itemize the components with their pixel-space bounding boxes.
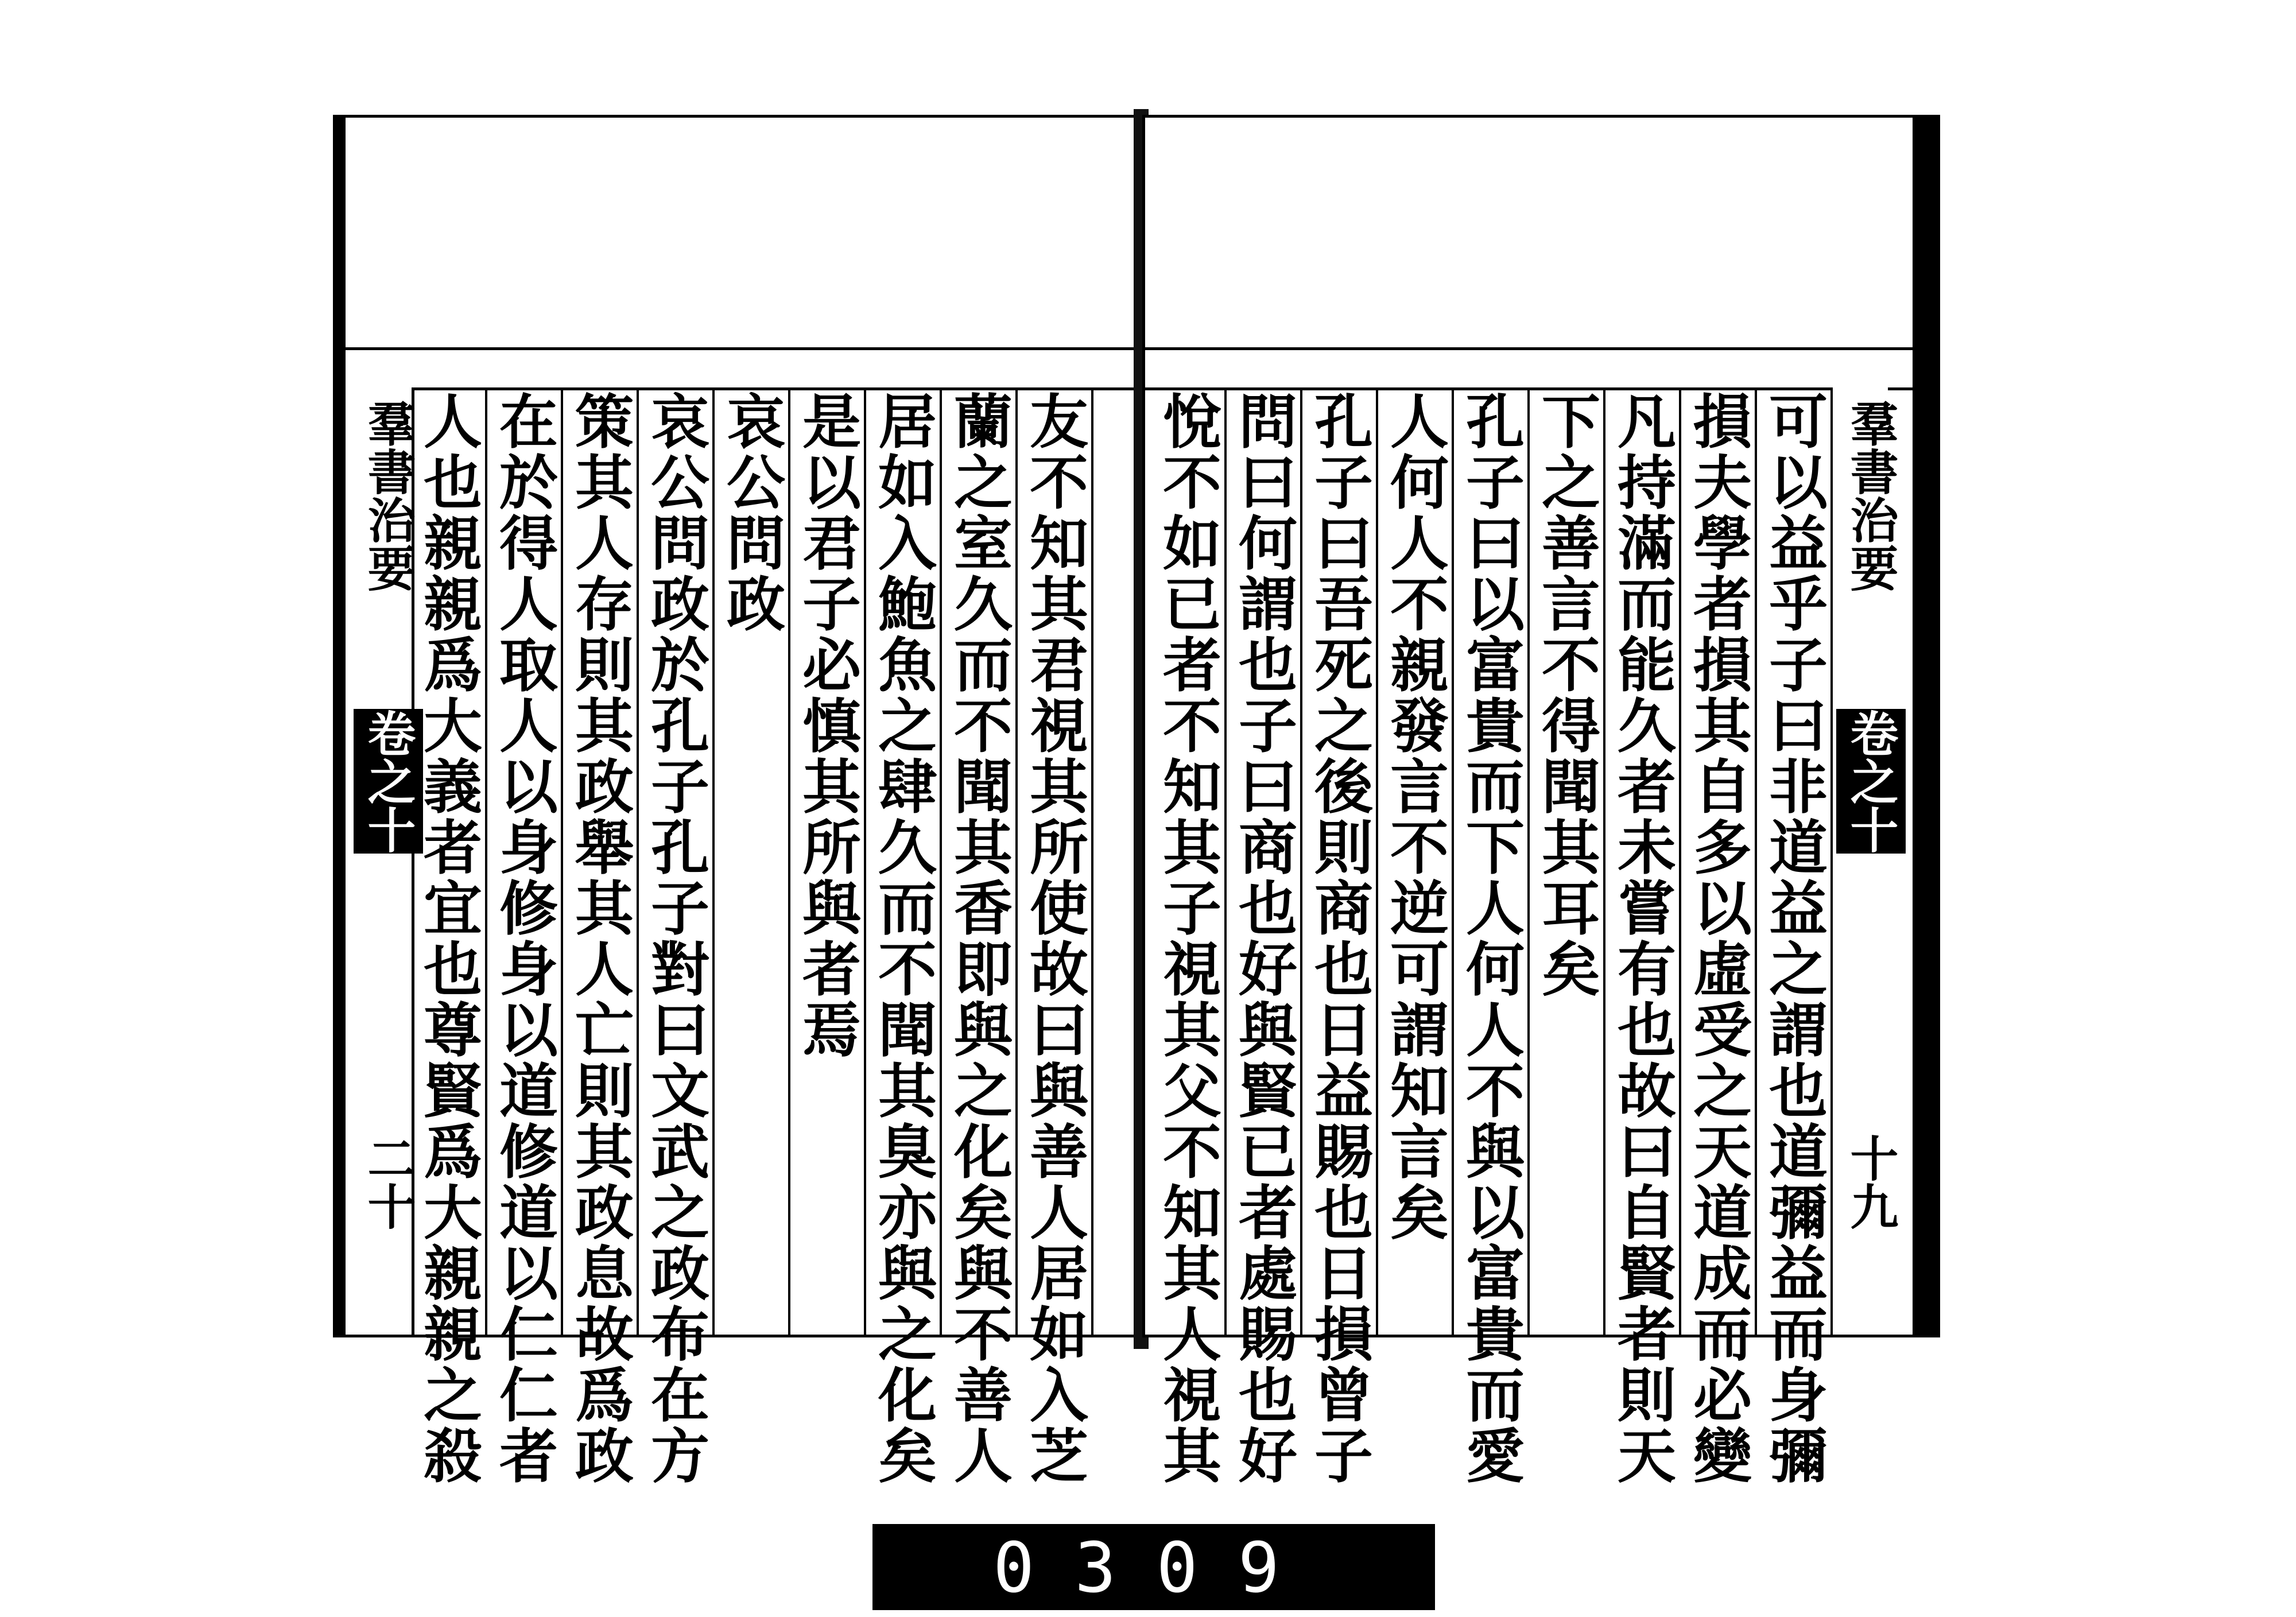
right-column-7: 孔子曰吾死之後則商也日益賜也日損曾子 [1302, 387, 1378, 1335]
right-text-frame [1145, 387, 1913, 1486]
right-column-2: 損夫學者損其自多以虛受之天道成而必變 [1681, 387, 1757, 1335]
right-banxin-volume: 卷之十 [1836, 709, 1906, 854]
right-column-6: 人何人不親發言不逆可謂知言矣 [1378, 387, 1454, 1335]
left-header-box [346, 278, 1137, 350]
left-banxin [346, 387, 417, 1335]
left-column-7: 策其人存則其政舉其人亡則其政息故爲政 [563, 387, 639, 1335]
right-banxin-folio: 十九 [1843, 1134, 1899, 1230]
right-column-3: 凡持滿而能久者未嘗有也故曰自賢者則天 [1605, 387, 1681, 1335]
left-banxin-folio: 二十 [360, 1134, 417, 1230]
left-column-5: 哀公問政 [715, 387, 790, 1335]
left-column-4: 是以君子必慎其所與者焉 [790, 387, 866, 1335]
left-column-8: 在於得人取人以身修身以道修道以仁仁者 [487, 387, 563, 1335]
left-text-frame [346, 387, 1137, 1486]
catalog-number-strip [872, 1524, 1435, 1610]
left-column-3: 居如入鮑魚之肆久而不聞其臭亦與之化矣 [866, 387, 942, 1335]
right-column-9: 悅不如已者不知其子視其父不知其人視其 [1151, 387, 1227, 1335]
left-column-2: 蘭之室久而不聞其香即與之化矣與不善人 [942, 387, 1018, 1335]
right-banxin-title: 羣書治要 [1843, 399, 1899, 592]
right-header-margin [1145, 118, 1913, 390]
left-header-margin [346, 118, 1137, 390]
left-column-9: 人也親親爲大義者宜也尊賢爲大親親之殺 [412, 387, 487, 1335]
right-column-4: 下之善言不得聞其耳矣 [1530, 387, 1605, 1335]
right-banxin [1833, 387, 1899, 1335]
catalog-number: 0309 [993, 1529, 1320, 1608]
left-banxin-volume: 卷之十 [354, 709, 423, 854]
left-column-1: 友不知其君視其所使故曰與善人居如入芝 [1018, 387, 1093, 1335]
right-page [1142, 115, 1940, 1486]
right-column-1: 可以益乎子曰非道益之謂也道彌益而身彌 [1757, 387, 1833, 1335]
right-header-box [1145, 278, 1913, 350]
left-column-6: 哀公問政於孔子孔子對曰文武之政布在方 [639, 387, 715, 1335]
right-column-5: 孔子曰以富貴而下人何人不與以富貴而愛 [1454, 387, 1530, 1335]
right-column-8: 問曰何謂也子曰商也好與賢已者處賜也好 [1227, 387, 1302, 1335]
left-page [333, 115, 1139, 1486]
left-banxin-title: 羣書治要 [360, 399, 417, 592]
